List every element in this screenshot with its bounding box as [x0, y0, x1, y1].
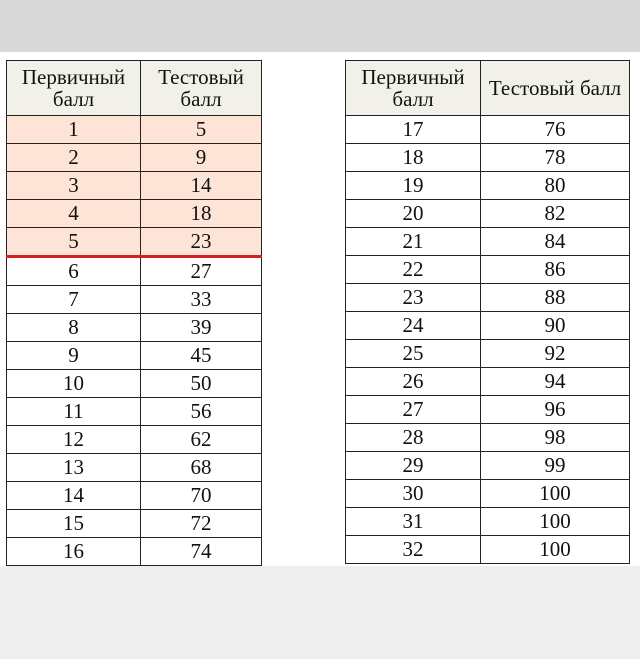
table-row	[346, 228, 630, 256]
header-test-score: Тестовый балл	[141, 61, 262, 116]
table-row	[7, 342, 262, 370]
table-row	[7, 286, 262, 314]
table-row	[7, 116, 262, 144]
primary-score-cell: 6	[7, 257, 141, 286]
test-score-cell: 94	[481, 368, 630, 396]
test-score-cell: 45	[141, 342, 262, 370]
test-score-cell: 88	[481, 284, 630, 312]
table-row	[346, 536, 630, 564]
test-score-cell: 70	[141, 482, 262, 510]
table-row	[346, 172, 630, 200]
primary-score-cell: 12	[7, 426, 141, 454]
test-score-cell: 39	[141, 314, 262, 342]
test-score-cell: 100	[481, 480, 630, 508]
test-score-cell: 98	[481, 424, 630, 452]
score-table-right	[345, 60, 630, 564]
table-row	[346, 116, 630, 144]
test-score-cell: 56	[141, 398, 262, 426]
primary-score-cell: 24	[346, 312, 481, 340]
table-row	[346, 284, 630, 312]
table-row	[346, 396, 630, 424]
table-header-row	[346, 61, 630, 116]
table-row	[7, 228, 262, 257]
primary-score-cell: 32	[346, 536, 481, 564]
table-row	[346, 200, 630, 228]
primary-score-cell: 1	[7, 116, 141, 144]
primary-score-cell: 28	[346, 424, 481, 452]
primary-score-cell: 27	[346, 396, 481, 424]
test-score-cell: 90	[481, 312, 630, 340]
table-row	[346, 256, 630, 284]
test-score-cell: 5	[141, 116, 262, 144]
test-score-cell: 100	[481, 536, 630, 564]
primary-score-cell: 16	[7, 538, 141, 566]
score-table-left	[6, 60, 262, 566]
primary-score-cell: 25	[346, 340, 481, 368]
table-row	[346, 144, 630, 172]
primary-score-cell: 7	[7, 286, 141, 314]
table-row	[7, 510, 262, 538]
primary-score-cell: 21	[346, 228, 481, 256]
primary-score-cell: 5	[7, 228, 141, 257]
primary-score-cell: 29	[346, 452, 481, 480]
table-row	[346, 452, 630, 480]
primary-score-cell: 2	[7, 144, 141, 172]
table-row	[7, 370, 262, 398]
primary-score-cell: 18	[346, 144, 481, 172]
primary-score-cell: 11	[7, 398, 141, 426]
table-row	[7, 200, 262, 228]
primary-score-cell: 20	[346, 200, 481, 228]
test-score-cell: 80	[481, 172, 630, 200]
test-score-cell: 50	[141, 370, 262, 398]
test-score-cell: 72	[141, 510, 262, 538]
primary-score-cell: 13	[7, 454, 141, 482]
primary-score-cell: 10	[7, 370, 141, 398]
table-row	[7, 426, 262, 454]
test-score-cell: 9	[141, 144, 262, 172]
table-row	[7, 172, 262, 200]
table-row	[7, 257, 262, 286]
test-score-cell: 99	[481, 452, 630, 480]
primary-score-cell: 9	[7, 342, 141, 370]
primary-score-cell: 31	[346, 508, 481, 536]
test-score-cell: 100	[481, 508, 630, 536]
table-row	[346, 340, 630, 368]
test-score-cell: 96	[481, 396, 630, 424]
primary-score-cell: 14	[7, 482, 141, 510]
header-primary-score: Первичный балл	[7, 61, 141, 116]
test-score-cell: 27	[141, 257, 262, 286]
primary-score-cell: 15	[7, 510, 141, 538]
primary-score-cell: 8	[7, 314, 141, 342]
table-row	[7, 454, 262, 482]
test-score-cell: 68	[141, 454, 262, 482]
test-score-cell: 82	[481, 200, 630, 228]
test-score-cell: 78	[481, 144, 630, 172]
primary-score-cell: 17	[346, 116, 481, 144]
primary-score-cell: 30	[346, 480, 481, 508]
table-row	[346, 312, 630, 340]
header-primary-score: Первичный балл	[346, 61, 481, 116]
table-row	[346, 480, 630, 508]
test-score-cell: 62	[141, 426, 262, 454]
header-test-score: Тестовый балл	[481, 61, 630, 116]
primary-score-cell: 3	[7, 172, 141, 200]
primary-score-cell: 23	[346, 284, 481, 312]
test-score-cell: 23	[141, 228, 262, 257]
table-row	[7, 398, 262, 426]
table-row	[7, 482, 262, 510]
table-row	[7, 314, 262, 342]
test-score-cell: 33	[141, 286, 262, 314]
table-row	[7, 538, 262, 566]
table-row	[346, 508, 630, 536]
primary-score-cell: 22	[346, 256, 481, 284]
test-score-cell: 18	[141, 200, 262, 228]
table-header-row	[7, 61, 262, 116]
primary-score-cell: 26	[346, 368, 481, 396]
primary-score-cell: 4	[7, 200, 141, 228]
table-row	[7, 144, 262, 172]
test-score-cell: 76	[481, 116, 630, 144]
test-score-cell: 14	[141, 172, 262, 200]
bottom-band	[0, 566, 640, 659]
test-score-cell: 92	[481, 340, 630, 368]
top-band	[0, 0, 640, 52]
test-score-cell: 86	[481, 256, 630, 284]
table-row	[346, 368, 630, 396]
test-score-cell: 74	[141, 538, 262, 566]
test-score-cell: 84	[481, 228, 630, 256]
primary-score-cell: 19	[346, 172, 481, 200]
table-row	[346, 424, 630, 452]
